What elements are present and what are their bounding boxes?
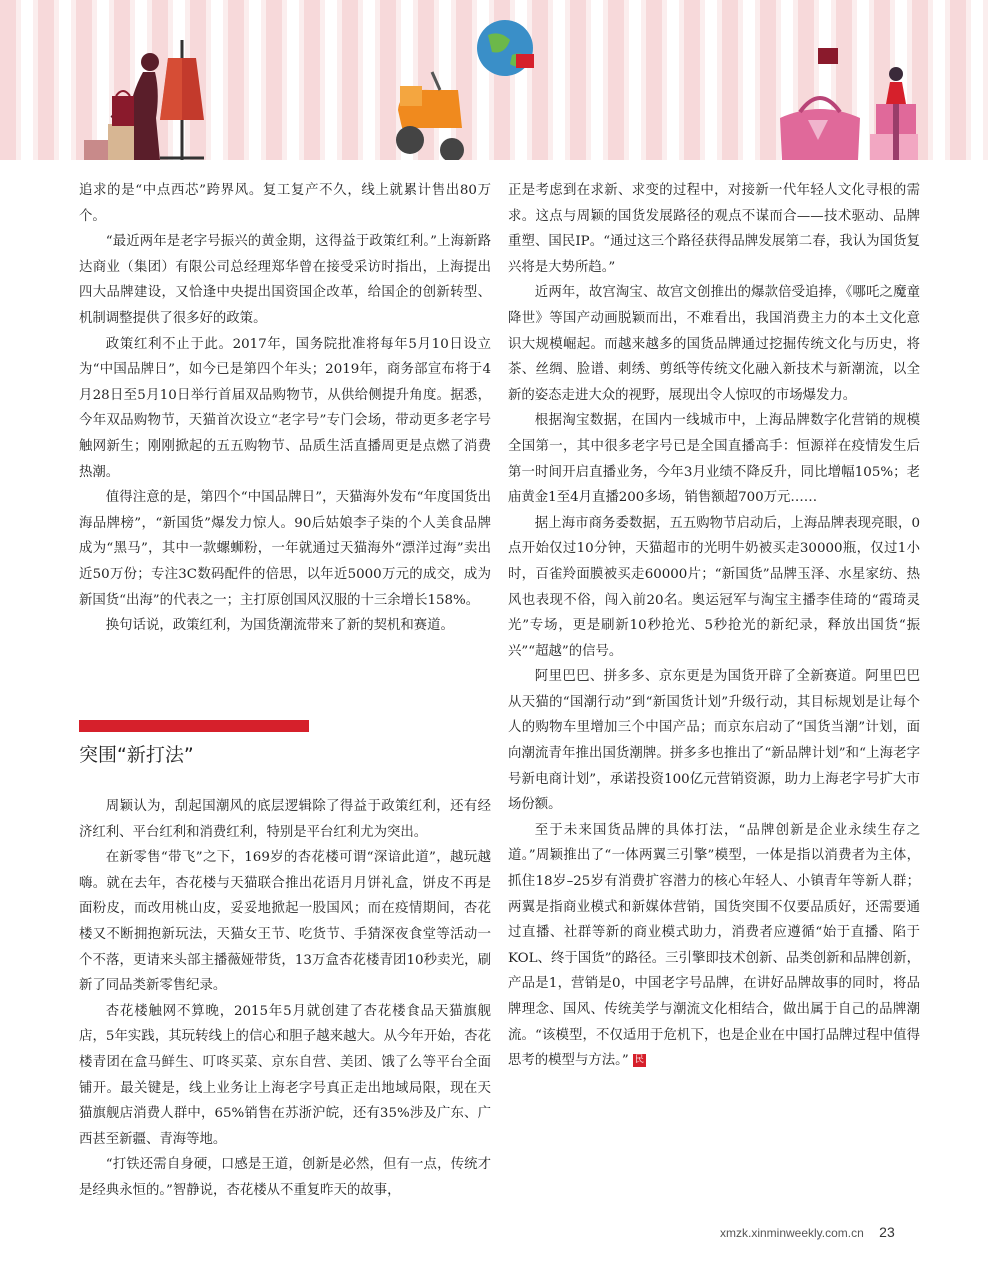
section-divider-bar xyxy=(79,720,309,732)
header-banner xyxy=(0,0,988,160)
paragraph: 据上海市商务委数据，五五购物节启动后，上海品牌表现亮眼，0点开始仅过10分钟，天猫超市的光明牛奶被买走30000瓶，仅过1小时，百雀羚面膜被买走60000片；“新国货”品牌玉泽、水星家纺、热风也表现不俗，闯入前20名。奥运冠军与淘宝主播李佳琦的“霞琦灵光”专场，更是刷新10秒抢光、5秒抢光的新纪录，释放出国货“振兴”“超越”的信号。 xyxy=(508,515,920,659)
paragraph: 正是考虑到在求新、求变的过程中，对接新一代年轻人文化寻根的需求。这点与周颖的国货发展路径的观点不谋而合——技术驱动、品牌重塑、国民IP。“通过这三个路径获得品牌发展第二春，我认为国货复兴将是大势所趋。” xyxy=(508,183,920,275)
paragraph: “打铁还需自身硬，口感是王道，创新是必然，但有一点，传统才是经典永恒的。”智静说，杏花楼从不重复昨天的故事， xyxy=(79,1157,491,1198)
section-heading: 突围“新打法” xyxy=(79,744,194,766)
gift-stack-icon xyxy=(870,67,918,160)
paragraph-text: 至于未来国货品牌的具体打法，“品牌创新是企业永续生存之道。”周颖推出了“一体两翼三引擎”模型，一体是指以消费者为主体，抓住18岁–25岁有消费扩容潜力的核心年轻人、小镇青年等新人群；两翼是指商业模式和新媒体营销，国货突围不仅要品质好，还需要通过直播、社群等新的商业模式助力，消费者应遵循“始于直播、陷于KOL、终于国货”的路径。三引擎即技术创新、品类创新和品牌创新，产品是1，营销是0，中国老字号品牌，在讲好品牌故事的同时，将品牌理念、国风、传统美学与潮流文化相结合，做出属于自己的品牌潮流。“该模型，不仅适用于危机下，也是企业在中国打品牌过程中值得思考的模型与方法。” xyxy=(508,822,920,1069)
globe-icon xyxy=(477,20,534,76)
page-number: 23 xyxy=(879,1224,895,1240)
paragraph: “最近两年是老字号振兴的黄金期，这得益于政策红利。”上海新路达商业（集团）有限公司总经理郑华曾在接受采访时指出，上海提出四大品牌建设，又恰逢中央提出国资国企改革，给国企的创新转型、机制调整提供了很多好的政策。 xyxy=(79,234,491,326)
paragraph-final xyxy=(508,818,920,1074)
page-footer xyxy=(720,1224,895,1240)
paragraph: 近两年，故宫淘宝、故宫文创推出的爆款倍受追捧，《哪吒之魔童降世》等国产动画脱颖而出，不难看出，我国消费主力的本土文化意识大规模崛起。而越来越多的国货品牌通过挖掘传统文化与历史，将茶、丝绸、脸谱、刺绣、剪纸等传统文化融入新技术与新潮流，以全新的姿态走进大众的视野，展现出令人惊叹的市场爆发力。 xyxy=(508,285,920,403)
end-mark-icon: 民 xyxy=(634,1055,644,1066)
paragraph: 在新零售“带飞”之下，169岁的杏花楼可谓“深谙此道”，越玩越嗨。就在去年，杏花楼与天猫联合推出花语月月饼礼盒，饼皮不再是面粉皮，而改用桃山皮，妥妥地掀起一股国风；而在疫情期间，杏花楼又不断拥抱新玩法，天猫女王节、吃货节、手猜深夜食堂等活动一个不落，更请来头部主播薇娅带货，13万盒杏花楼青团10秒卖光，刷新了同品类新零售纪录。 xyxy=(79,850,491,994)
paragraph: 值得注意的是，第四个“中国品牌日”，天猫海外发布“年度国货出海品牌榜”，“新国货”爆发力惊人。90后姑娘李子柒的个人美食品牌成为“黑马”，其中一款螺蛳粉，一年就通过天猫海外“漂洋过海”卖出近50万份；专注3C数码配件的倍思，以年近5000万元的成交，成为新国货“出海”的代表之一；主打原创国风汉服的十三余增长158%。 xyxy=(79,490,491,608)
clothes-rack-icon xyxy=(160,40,204,160)
paragraph: 换句话说，政策红利，为国货潮流带来了新的契机和赛道。 xyxy=(105,618,454,634)
paragraph: 阿里巴巴、拼多多、京东更是为国货开辟了全新赛道。阿里巴巴从天猫的“国潮行动”到“新国货计划”升级行动，其目标规划是让每个人的购物车里增加三个中国产品；而京东启动了“国货当潮”计划，面向潮流青年推出国货潮牌。拼多多也推出了“新品牌计划”和“上海老字号新电商计划”，承诺投资100亿元营销资源，助力上海老字号扩大市场份额。 xyxy=(508,669,920,813)
scooter-icon xyxy=(396,72,464,160)
paragraph: 杏花楼触网不算晚，2015年5月就创建了杏花楼食品天猫旗舰店，5年实践，其玩转线上的信心和胆子越来越大。从今年开始，杏花楼青团在盒马鲜生、叮咚买菜、京东自营、美团、饿了么等平台全面铺开。最关键是，线上业务让上海老字号真正走出地域局限，现在天猫旗舰店消费人群中，65%销售在苏浙沪皖，还有35%涉及广东、广西甚至新疆、青海等地。 xyxy=(79,1003,491,1147)
shopping-bags-icon xyxy=(84,91,134,160)
paragraph: 追求的是“中点西芯”跨界风。复工复产不久，线上就累计售出80万个。 xyxy=(79,183,491,224)
small-bag-icon xyxy=(818,48,838,64)
paragraph: 政策红利不止于此。2017年，国务院批准将每年5月10日设立为“中国品牌日”，如今已是第四个年头；2019年，商务部宣布将于4月28日至5月10日举行首届双品购物节，从供给侧提升角度。据悉，今年双品购物节，天猫首次设立“老字号”专门会场，带动更多老字号触网新生；刚刚掀起的五五购物节、品质生活直播周更是点燃了消费热潮。 xyxy=(79,336,491,480)
paragraph: 周颖认为，刮起国潮风的底层逻辑除了得益于政策红利，还有经济红利、平台红利和消费红利，特别是平台红利尤为突出。 xyxy=(79,799,491,840)
handbag-icon xyxy=(780,98,860,160)
paragraph: 根据淘宝数据，在国内一线城市中，上海品牌数字化营销的规模全国第一，其中很多老字号已是全国直播高手：恒源祥在疫情发生后第一时间开启直播业务，今年3月业绩不降反升，同比增幅105%；老庙黄金1至4月直播200多场，销售额超700万元…… xyxy=(508,413,920,506)
footer-url: xmzk.xinminweekly.com.cn xyxy=(720,1226,864,1240)
right-column xyxy=(508,178,920,1074)
left-column-lower xyxy=(79,794,491,1204)
left-column xyxy=(79,178,491,639)
